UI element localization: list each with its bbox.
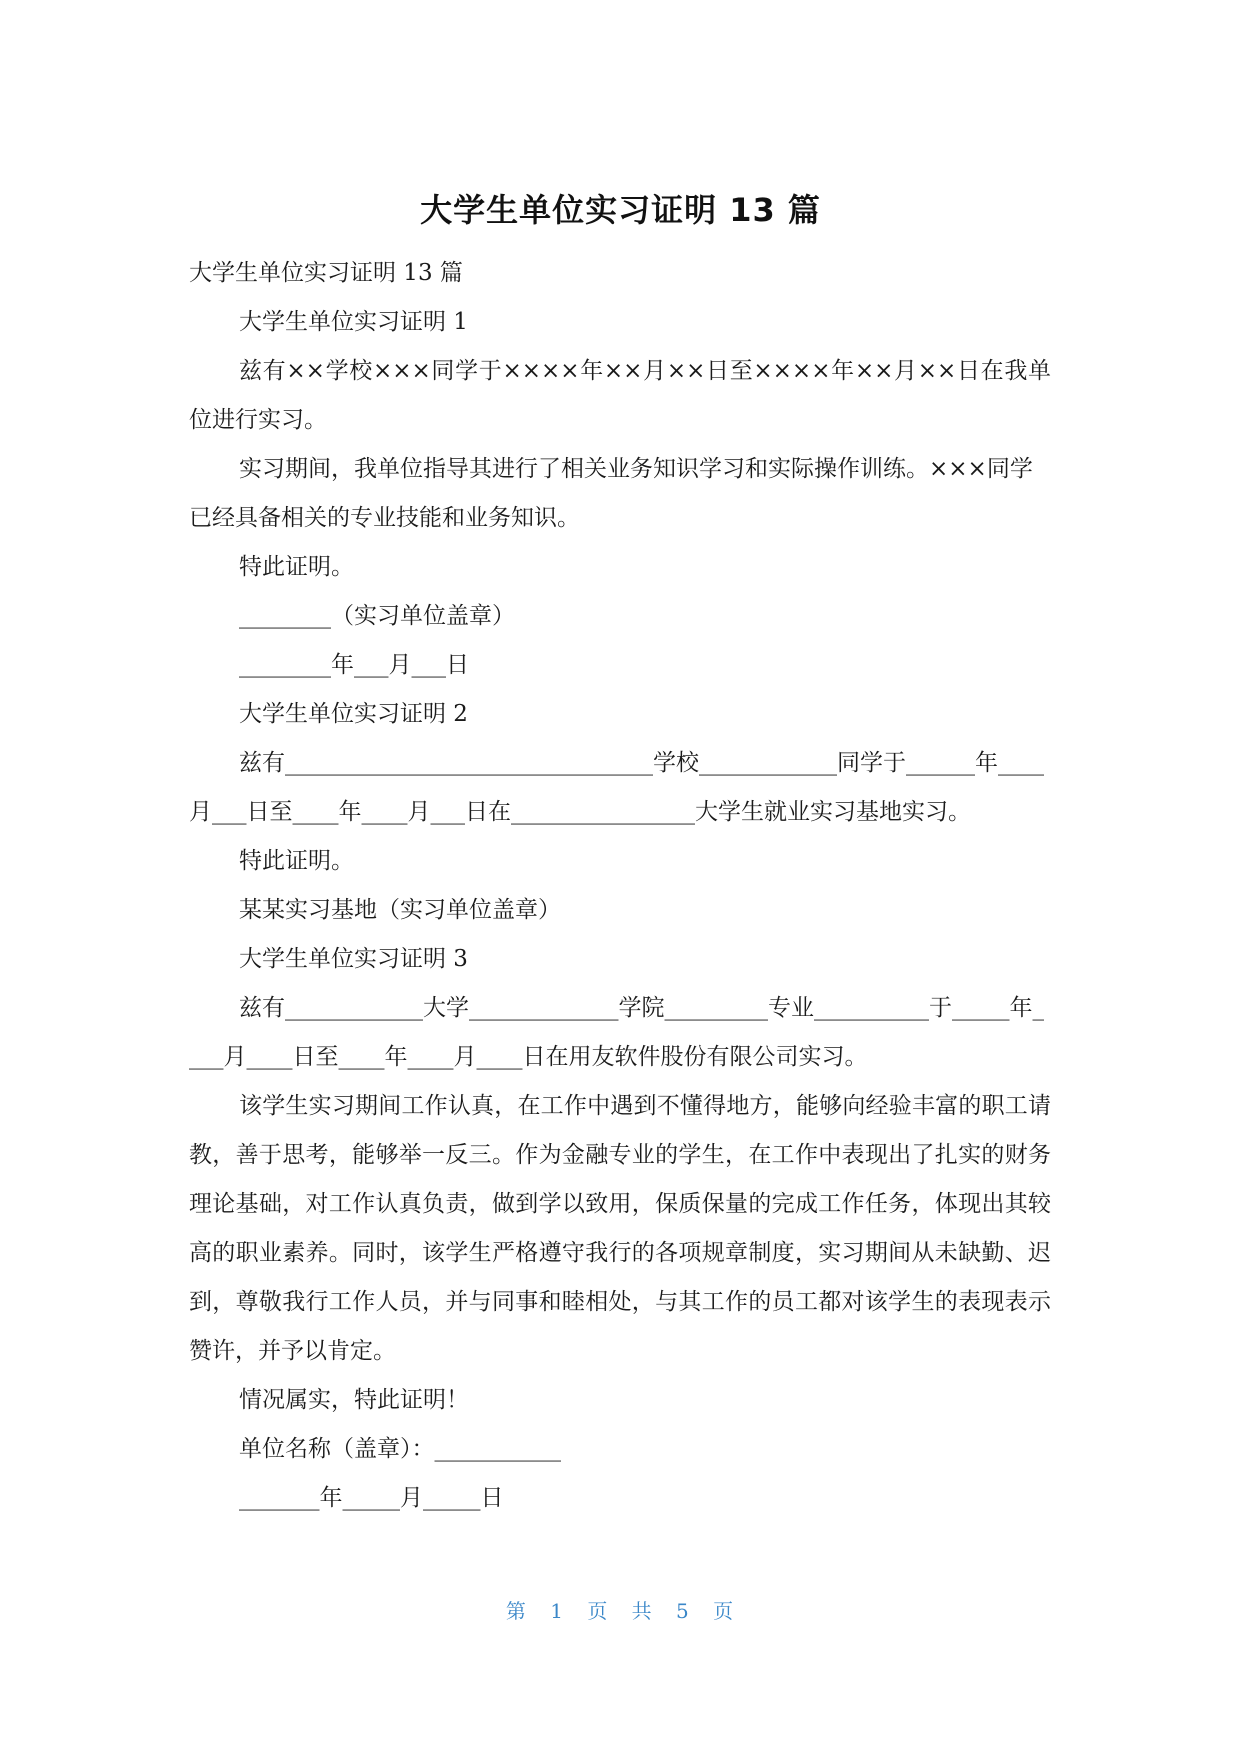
- page-number-footer: 第 1 页 共 5 页: [505, 1599, 736, 1623]
- paragraph: 特此证明。: [239, 554, 354, 580]
- paragraph: 实习期间，我单位指导其进行了相关业务知识学习和实际操作训练。×××同学已经具备相关的专业技能和业务知识。: [189, 456, 1033, 531]
- paragraph: 兹有××学校×××同学于××××年××月××日至××××年××月××日在我单位进行实习。: [189, 358, 1051, 433]
- paragraph: 大学生单位实习证明 3: [239, 946, 468, 972]
- paragraph: 特此证明。: [239, 848, 354, 874]
- paragraph: _______年_____月_____日: [239, 1485, 504, 1511]
- paragraph: 某某实习基地（实习单位盖章）: [239, 897, 561, 923]
- document-title: 大学生单位实习证明 13 篇: [420, 191, 821, 229]
- paragraph: 兹有____________大学_____________学院_________专业__________于_____年____月____日至____年____月____日在用友软件股份有限公司实习。: [189, 995, 1044, 1070]
- paragraph: 单位名称（盖章）：___________: [239, 1436, 561, 1462]
- document-body: [189, 249, 1051, 1523]
- paragraph: 大学生单位实习证明 13 篇: [189, 260, 463, 286]
- paragraph: 情况属实，特此证明！: [239, 1387, 469, 1413]
- paragraph: 兹有________________________________学校____________同学于______年____月___日至____年____月___日在________________大学生就业实习基地实习。: [189, 750, 1044, 825]
- paragraph: ________年___月___日: [239, 652, 469, 678]
- paragraph: 大学生单位实习证明 1: [239, 309, 468, 335]
- paragraph: 该学生实习期间工作认真，在工作中遇到不懂得地方，能够向经验丰富的职工请教，善于思考，能够举一反三。作为金融专业的学生，在工作中表现出了扎实的财务理论基础，对工作认真负责，做到学以致用，保质保量的完成工作任务，体现出其较高的职业素养。同时，该学生严格遵守我行的各项规章制度，实习期间从未缺勤、迟到，尊敬我行工作人员，并与同事和睦相处，与其工作的员工都对该学生的表现表示赞许，并予以肯定。: [189, 1093, 1051, 1364]
- paragraph: ________（实习单位盖章）: [239, 603, 515, 629]
- paragraph: 大学生单位实习证明 2: [239, 701, 468, 727]
